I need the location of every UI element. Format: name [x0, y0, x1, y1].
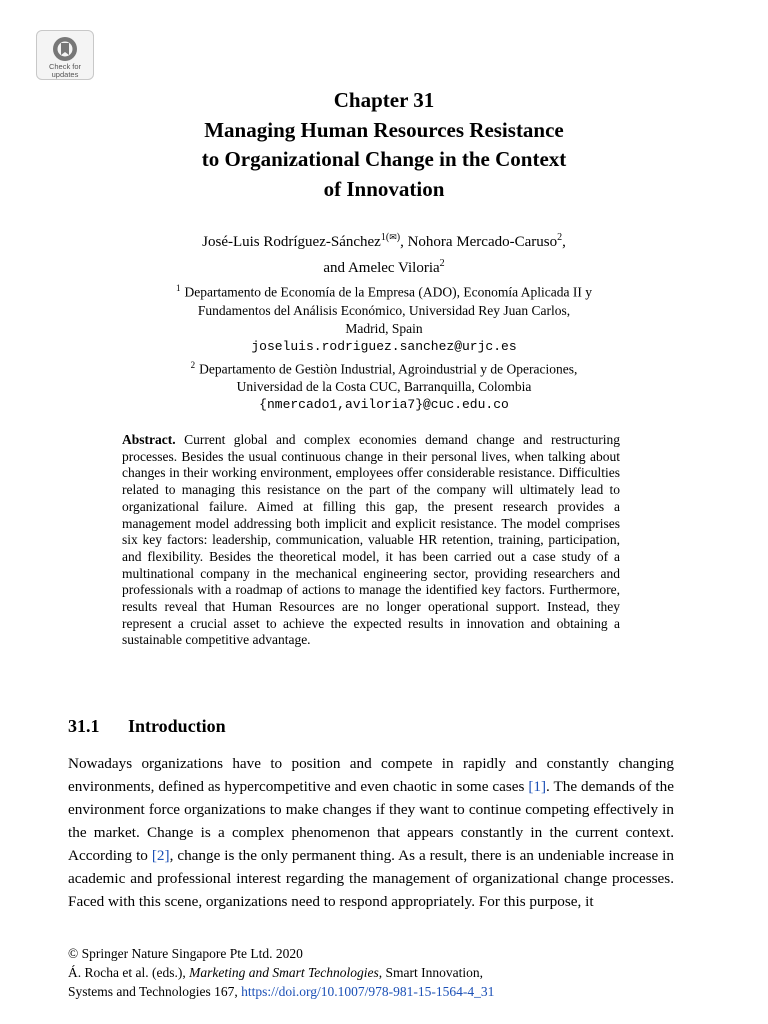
badge-label: Check for updates	[48, 62, 82, 79]
abstract-label: Abstract.	[122, 432, 176, 447]
copyright-line: © Springer Nature Singapore Pte Ltd. 2020	[68, 946, 303, 961]
title-line: to Organizational Change in the Context	[201, 147, 567, 171]
introduction-paragraph: Nowadays organizations have to position and compete in rapidly and constantly changing environments, defined as hypercompetitive and even chaotic in some cases [1]. The demands of the environment force organizations to make changes if they want to continue competing effectively in the market. Change is a complex phenomenon that appears constantly in the current context. According to [2], change is the only permanent thing. As a result, there is an undeniable increase in academic and professional interest regarding the management of organizational change processes. Faced with this scene, organizations need to respond appropriately. For this purpose, it	[68, 755, 674, 910]
affiliation-2-email[interactable]: {nmercado1,aviloria7}@cuc.edu.co	[259, 397, 509, 412]
section-number: 31.1	[68, 716, 100, 736]
affiliation-2-line: Universidad de la Costa CUC, Barranquilla, Colombia	[236, 379, 532, 394]
section-title: Introduction	[128, 716, 226, 736]
author-name: José-Luis Rodríguez-Sánchez	[202, 234, 381, 250]
copyright-footer	[68, 944, 688, 1001]
author-name: Amelec Viloria	[347, 260, 440, 276]
author-affiliation-mark: 1(✉)	[380, 232, 401, 243]
author-affiliation-mark: 2	[439, 258, 445, 269]
affiliation-1-line: Fundamentos del Análisis Económico, Universidad Rey Juan Carlos,	[197, 302, 571, 318]
affiliation-1-line: Madrid, Spain	[345, 320, 423, 336]
check-for-updates-badge[interactable]	[36, 30, 94, 80]
citation-line: Systems and Technologies 167, https://doi.org/10.1007/978-981-15-1564-4_31	[68, 984, 495, 999]
section-heading	[68, 714, 226, 738]
citation-link-1[interactable]: [1]	[528, 778, 547, 795]
chapter-title	[0, 86, 768, 204]
affiliations	[0, 279, 768, 414]
affiliation-1-line: $^1$ Departamento de Economía de la Empresa (ADO), Economía Aplicada II y	[176, 283, 592, 300]
title-line: of Innovation	[323, 176, 445, 201]
abstract	[122, 432, 620, 649]
author-list: José-Luis Rodríguez-Sánchez$^{1(✉)}$, Nohora Mercado-Caruso$^2$, and Amelec Viloria$^2$	[202, 232, 566, 276]
title-line: Managing Human Resources Resistance	[204, 117, 564, 142]
author-affiliation-mark: 2	[557, 232, 563, 243]
affiliation-1-email[interactable]: joseluis.rodriguez.sanchez@urjc.es	[251, 338, 517, 354]
citation-link-2[interactable]: [2]	[151, 847, 170, 864]
citation-line: Á. Rocha et al. (eds.), Marketing and Smart Technologies, Smart Innovation,	[68, 965, 483, 980]
chapter-number: Chapter 31	[333, 88, 435, 112]
author-name: Nohora Mercado-Caruso	[407, 234, 558, 250]
abstract-text: Current global and complex economies demand change and restructuring processes. Besides the usual continuous change in their personal lives, when talking about changes in their working environment, employees offer considerable resistance. Difficulties related to managing this resistance on the part of the company will ultimately lead to organizational failure. Aimed at filling this gap, the present research provides a management model addressing both implicit and explicit resistance. The model comprises six key factors: leadership, communication, valuable HR retention, training, participation, and flexibility. Besides the theoretical model, it has been carried out a case study of a multinational company in the mechanical engineering sector, providing researchers and professionals with a roadmap of actions to manage the identified key factors. Furthermore, results reveal that Human Resources are no longer operational support. Instead, they represent a crucial asset to achieve the expected results in innovation and obtaining a sustainable competitive advantage.	[122, 432, 620, 648]
affiliation-2-line: $^2$ Departamento de Gestiòn Industrial, Agroindustrial y de Operaciones,	[190, 359, 578, 376]
bookmark-check-icon	[52, 36, 78, 62]
envelope-icon[interactable]: ✉	[389, 232, 397, 242]
doi-link[interactable]: https://doi.org/10.1007/978-981-15-1564-4_31	[241, 984, 495, 999]
